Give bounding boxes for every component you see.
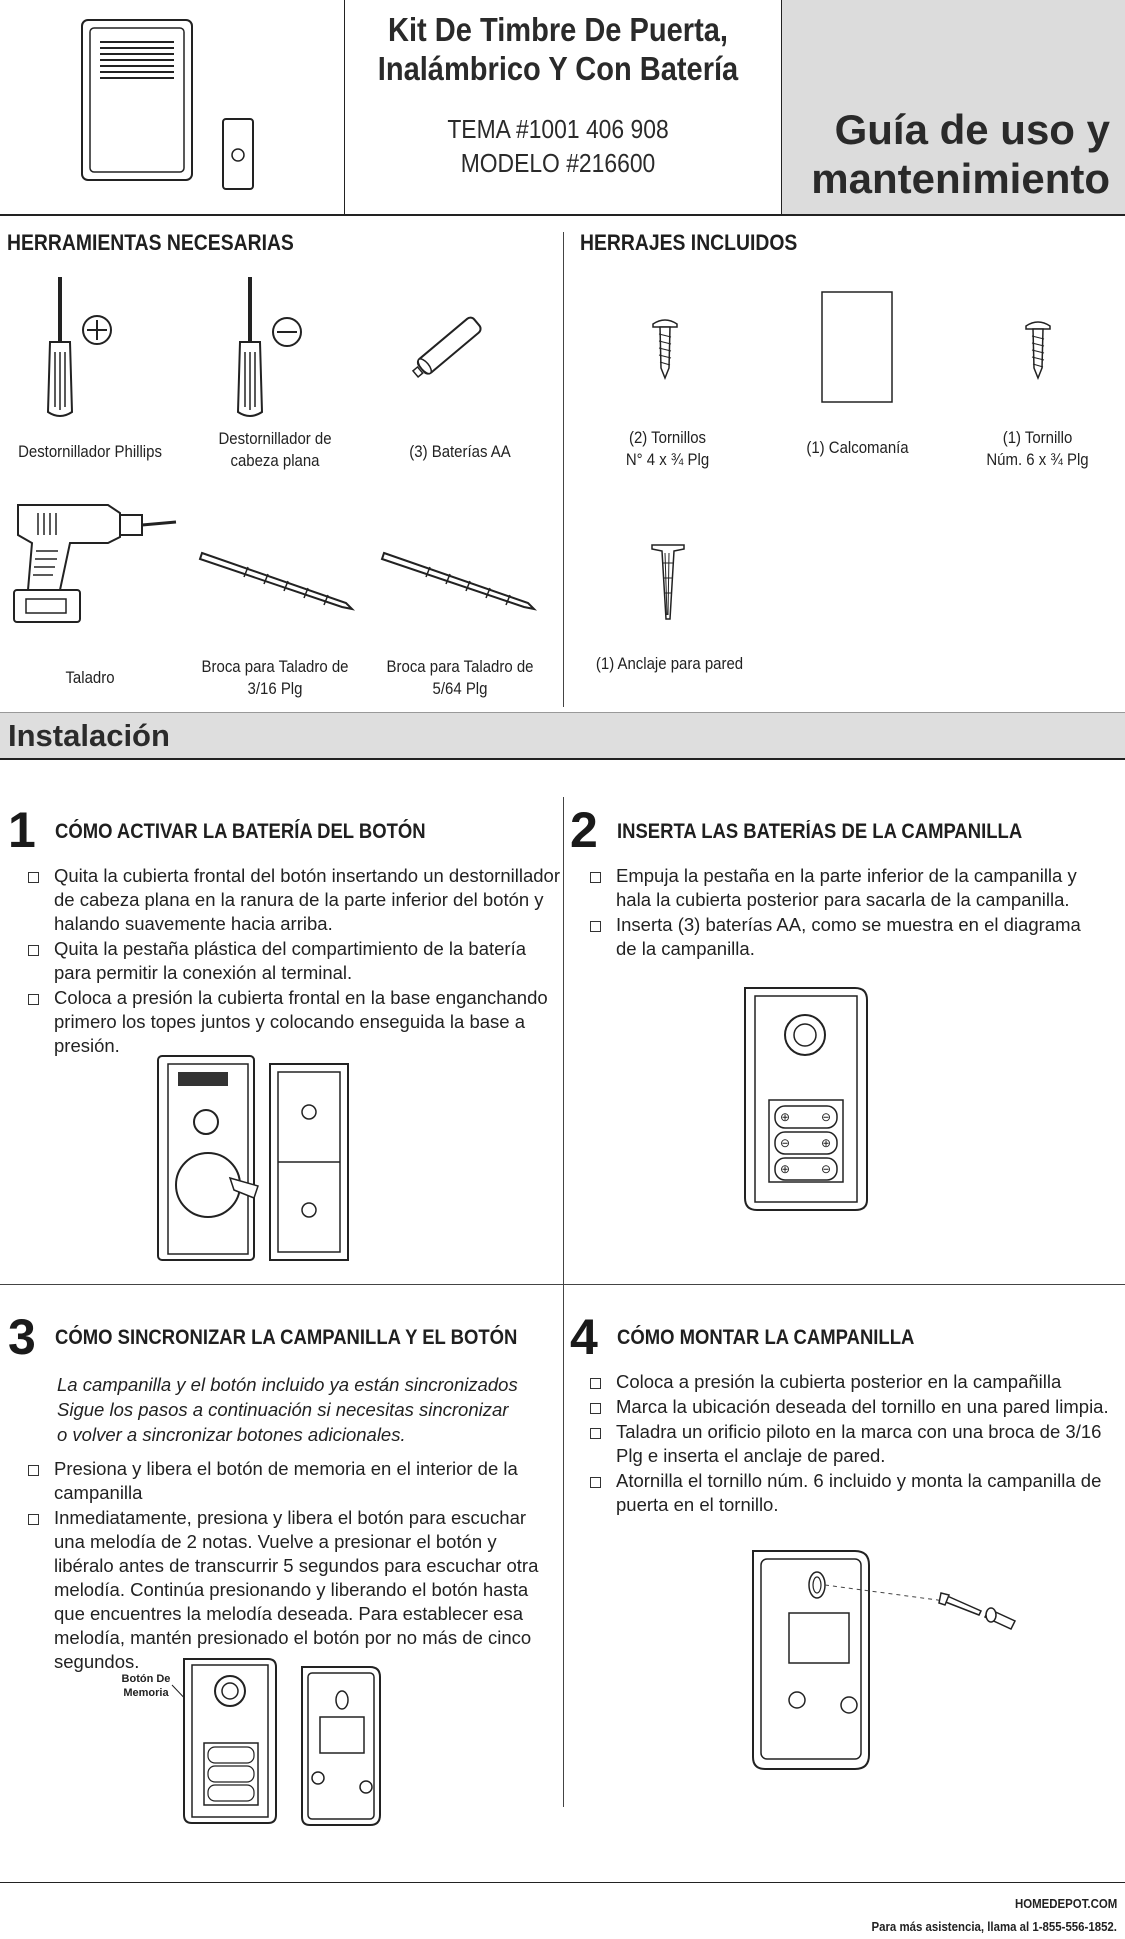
step-1-number: 1 — [8, 802, 36, 858]
guide-title-box — [782, 0, 1125, 214]
step-2-heading: INSERTA LAS BATERÍAS DE LA CAMPANILLA — [617, 820, 1023, 843]
chime-sync-diagram — [170, 1655, 390, 1830]
screw-icon — [650, 318, 680, 380]
step-4-number: 4 — [570, 1309, 598, 1365]
memory-button-callout: Botón De Memoria — [121, 1673, 171, 1699]
item-number: TEMA #1001 406 908 — [447, 114, 669, 144]
step-3-instructions — [26, 1457, 548, 1675]
hardware-label-wall-anchor: (1) Anclaje para pared — [595, 654, 744, 673]
doorbell-product-illustration — [70, 15, 275, 195]
header — [0, 0, 1125, 216]
footer-website: HOMEDEPOT.COM — [1014, 1896, 1117, 1911]
svg-text:⊖: ⊖ — [780, 1136, 791, 1150]
phillips-screwdriver-icon — [40, 272, 120, 422]
screw-icon — [1024, 320, 1052, 380]
step-3-heading: CÓMO SINCRONIZAR LA CAMPANILLA Y EL BOTÓN — [55, 1326, 518, 1349]
hardware-label-screws-4: (2) Tornillos N° 4 x ¾ Plg — [625, 428, 710, 469]
list-item: Marca la ubicación deseada del tornillo en una pared limpia. — [588, 1395, 1110, 1419]
list-item: Atornilla el tornillo núm. 6 incluido y monta la campanilla de puerta en el tornillo. — [588, 1469, 1110, 1517]
tools-section-title: HERRAMIENTAS NECESARIAS — [7, 230, 294, 255]
step-2-number: 2 — [570, 802, 598, 858]
model-info — [344, 112, 772, 180]
chime-mounting-diagram — [745, 1545, 1025, 1775]
drill-bit-icon — [380, 545, 540, 615]
tool-label-phillips: Destornillador Phillips — [18, 442, 162, 461]
installation-title: Instalación — [8, 718, 170, 753]
tool-label-batteries: (3) Baterías AA — [409, 442, 511, 461]
list-item: Taladra un orificio piloto en la marca con una broca de 3/16 Plg e inserta el anclaje de pared. — [588, 1420, 1110, 1468]
model-number: MODELO #216600 — [460, 148, 656, 178]
step-4-instructions — [588, 1370, 1110, 1518]
chime-battery-diagram — [735, 980, 875, 1215]
decal-icon — [820, 290, 895, 405]
step-3-number: 3 — [8, 1309, 36, 1365]
installation-section-header — [0, 712, 1125, 760]
wall-anchor-icon — [650, 543, 686, 623]
list-item: Inmediatamente, presiona y libera el botón para escuchar una melodía de 2 notas. Vuelve a presionar el botón y libéralo antes de transcurrir 5 segundos para escuchar otra melodía. Continúa presionando y liberando el botón hasta que encuentres la melodía deseada. Para establecer esa melodía, mantén presionado el botón por no más de cinco segundos. — [26, 1506, 548, 1674]
svg-text:⊕: ⊕ — [821, 1136, 832, 1150]
guide-title-line1: Guía de uso y — [834, 106, 1110, 153]
tool-label-drill-bit-3-16: Broca para Taladro de 3/16 Plg — [201, 657, 349, 698]
hardware-label-decal: (1) Calcomanía — [806, 438, 909, 457]
tool-label-flat-screwdriver: Destornillador de cabeza plana — [218, 429, 332, 470]
guide-title-line2: mantenimiento — [811, 155, 1110, 202]
svg-text:⊖: ⊖ — [821, 1162, 832, 1176]
product-title — [344, 10, 772, 88]
list-item: Quita la cubierta frontal del botón insertando un destornillador de cabeza plana en la ranura de la parte inferior del botón y halando suavemente hacia arriba. — [26, 864, 566, 936]
drill-bit-icon — [198, 545, 358, 615]
list-item: Coloca a presión la cubierta posterior en la campañilla — [588, 1370, 1110, 1394]
step-1-instructions — [26, 864, 566, 1059]
list-item: Coloca a presión la cubierta frontal en la base enganchando primero los topes juntos y colocando enseguida la base a presión. — [26, 986, 566, 1058]
flat-screwdriver-icon — [230, 272, 310, 422]
svg-text:⊕: ⊕ — [780, 1110, 791, 1124]
list-item: Inserta (3) baterías AA, como se muestra en el diagrama de la campanilla. — [588, 913, 1103, 961]
list-item: Quita la pestaña plástica del compartimiento de la batería para permitir la conexión al terminal. — [26, 937, 566, 985]
aa-battery-icon — [405, 300, 495, 390]
tool-label-drill-bit-5-64: Broca para Taladro de 5/64 Plg — [386, 657, 534, 698]
step-3-intro: La campanilla y el botón incluido ya están sincronizados Sigue los pasos a continuación si necesitas sincronizar o volver a sincronizar botones adicionales. — [57, 1374, 518, 1445]
tool-label-drill: Taladro — [65, 668, 115, 687]
guide-title — [811, 105, 1110, 203]
product-title-line2: Inalámbrico Y Con Batería — [377, 50, 739, 87]
list-item: Presiona y libera el botón de memoria en el interior de la campanilla — [26, 1457, 548, 1505]
step-row-divider — [0, 1284, 1125, 1285]
svg-text:⊖: ⊖ — [821, 1110, 832, 1124]
hardware-section-title: HERRAJES INCLUIDOS — [580, 230, 798, 255]
svg-text:⊕: ⊕ — [780, 1162, 791, 1176]
footer-help-phone: Para más asistencia, llama al 1-855-556-1852. — [871, 1919, 1117, 1934]
product-title-line1: Kit De Timbre De Puerta, — [388, 11, 728, 48]
list-item: Empuja la pestaña en la parte inferior de la campanilla y hala la cubierta posterior para sacarla de la campanilla. — [588, 864, 1103, 912]
step-2-instructions — [588, 864, 1103, 962]
step-4-heading: CÓMO MONTAR LA CAMPANILLA — [617, 1326, 915, 1349]
drill-icon — [8, 495, 178, 635]
button-battery-diagram — [150, 1050, 390, 1265]
step-1-heading: CÓMO ACTIVAR LA BATERÍA DEL BOTÓN — [55, 820, 426, 843]
hardware-label-screw-6: (1) Tornillo Núm. 6 x ¾ Plg — [986, 428, 1089, 469]
